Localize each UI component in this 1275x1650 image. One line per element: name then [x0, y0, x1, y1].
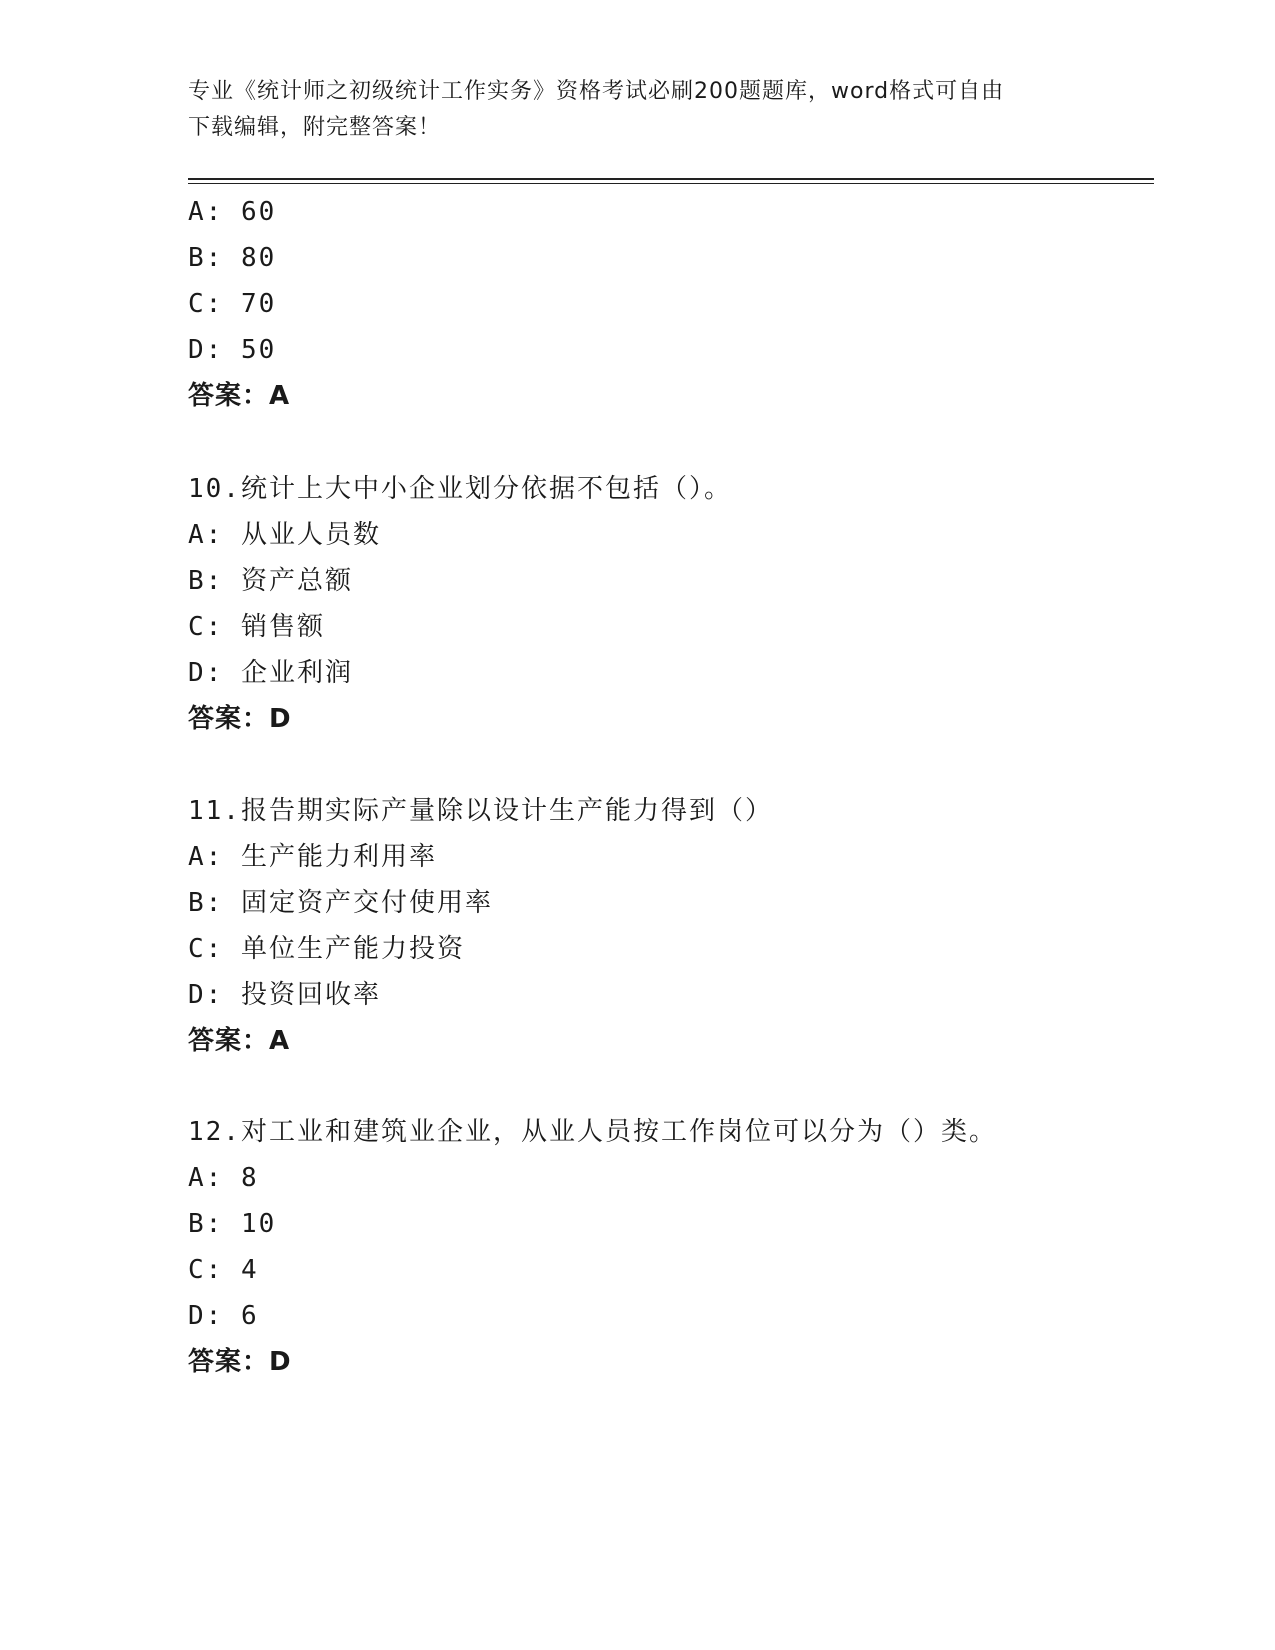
- q10-option-a: A: 从业人员数: [188, 520, 381, 550]
- q9-option-b: B: 80: [188, 243, 277, 273]
- q11-stem: 11.报告期实际产量除以设计生产能力得到（）: [188, 796, 773, 826]
- q12-option-c: C: 4: [188, 1255, 259, 1285]
- header-divider-thin: [188, 183, 1154, 184]
- q9-option-c: C: 70: [188, 289, 277, 319]
- q12-option-a: A: 8: [188, 1163, 259, 1193]
- q12-option-b: B: 10: [188, 1209, 277, 1239]
- q10-stem: 10.统计上大中小企业划分依据不包括（）。: [188, 474, 732, 504]
- q11-option-c: C: 单位生产能力投资: [188, 934, 465, 964]
- q10-option-c: C: 销售额: [188, 612, 325, 642]
- q10-option-b: B: 资产总额: [188, 566, 353, 596]
- q9-option-a: A: 60: [188, 197, 277, 227]
- q12-stem: 12.对工业和建筑业企业，从业人员按工作岗位可以分为（）类。: [188, 1117, 997, 1147]
- q9-answer: 答案：A: [188, 381, 291, 411]
- header-line-2: 下载编辑，附完整答案！: [188, 115, 442, 140]
- document-header: [188, 74, 1078, 146]
- q11-option-a: A: 生产能力利用率: [188, 842, 437, 872]
- q9-option-d: D: 50: [188, 335, 277, 365]
- q11-answer: 答案：A: [188, 1026, 291, 1056]
- question-9-options: [188, 189, 290, 419]
- q12-option-d: D: 6: [188, 1301, 259, 1331]
- header-line-1: 专业《统计师之初级统计工作实务》资格考试必刷200题题库，word格式可自由: [188, 79, 1005, 104]
- q12-answer: 答案：D: [188, 1347, 292, 1377]
- q11-option-b: B: 固定资产交付使用率: [188, 888, 493, 918]
- question-12: [188, 1109, 997, 1385]
- q11-option-d: D: 投资回收率: [188, 980, 381, 1010]
- q10-option-d: D: 企业利润: [188, 658, 353, 688]
- q10-answer: 答案：D: [188, 704, 292, 734]
- question-11: [188, 788, 773, 1064]
- question-10: [188, 466, 732, 742]
- header-divider-thick: [188, 178, 1154, 180]
